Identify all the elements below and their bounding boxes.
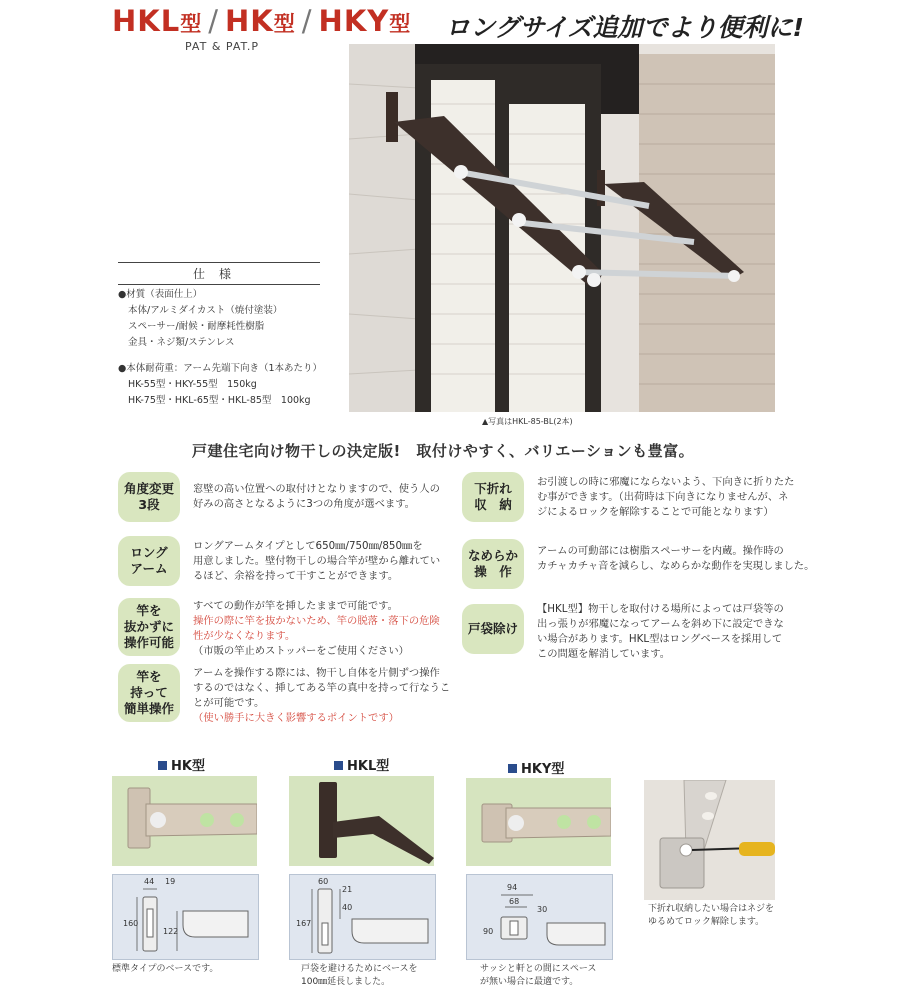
feature-badge: なめらか 操 作 xyxy=(462,539,524,589)
patent-label: PAT & PAT.P xyxy=(185,40,260,53)
feature-badge: 角度変更 3段 xyxy=(118,472,180,522)
spec-title: 仕様 xyxy=(118,262,320,285)
feature-text: アームを操作する際には、物干し自体を片側ずつ操作 するのではなく、挿してある竿の真中を持って行なうこ とが可能です。 xyxy=(193,667,451,709)
spec-line: ●本体耐荷重：アーム先端下向き（1本あたり） xyxy=(118,363,323,374)
dimension-label: 160 xyxy=(123,919,139,928)
feature-badge: 戸袋除け xyxy=(462,604,524,654)
feature-text-note: （市販の竿止めストッパーをご使用ください） xyxy=(193,645,409,657)
model-note-hk: 標準タイプのベースです。 xyxy=(112,964,219,974)
feature-badge: 竿を 抜かずに 操作可能 xyxy=(118,598,180,656)
diagram-hkl xyxy=(289,874,436,960)
model-note-hky: サッシと軒との間にスペース が無い場合に最適です。 xyxy=(480,964,597,987)
model-photo-hky xyxy=(466,778,611,866)
square-bullet-icon xyxy=(508,764,517,773)
feature-text: アームの可動部には樹脂スペーサーを内蔵。操作時の カチャカチャ音を減らし、なめらかな動作を実現しました。 xyxy=(537,545,815,572)
feature-badge: 竿を 持って 簡単操作 xyxy=(118,664,180,722)
dimension-label: 94 xyxy=(507,883,518,892)
model-photo-hkl xyxy=(289,776,434,866)
feature-text-highlight: （使い勝手に大きく影響するポイントです） xyxy=(193,712,399,724)
page-title: HKL型 / HK型 / HKY型 xyxy=(112,4,412,38)
dimension-label: 21 xyxy=(342,885,353,894)
dimension-label: 60 xyxy=(318,877,329,886)
spec-line: スペーサー/耐候・耐摩耗性樹脂 xyxy=(128,321,265,332)
model-title-hky: HKY型 xyxy=(508,758,564,777)
model-note-hkl: 戸袋を避けるためにベースを 100㎜延長しました。 xyxy=(301,964,418,987)
dimension-label: 40 xyxy=(342,903,353,912)
model-photo-hk xyxy=(112,776,257,866)
square-bullet-icon xyxy=(158,761,167,770)
model-title-hkl: HKL型 xyxy=(334,755,389,774)
model-title-hk: HK型 xyxy=(158,755,205,774)
feature-badge: 下折れ 収 納 xyxy=(462,472,524,522)
photo-caption: ▲写真はHKL-85-BL(2本) xyxy=(482,417,573,426)
diagram-hk xyxy=(112,874,259,960)
dimension-label: 90 xyxy=(483,927,494,936)
spec-line: HK-55型・HKY-55型 150kg xyxy=(128,379,257,390)
feature-text: 【HKL型】物干しを取付ける場所によっては戸袋等の 出っ張りが邪魔になってアームを斜め下に設定できな い場合があります。HKL型はロングベースを採用して この問題を解消しています。 xyxy=(537,603,784,660)
square-bullet-icon xyxy=(334,761,343,770)
spec-line: ●材質（表面仕上） xyxy=(118,289,203,300)
dimension-label: 122 xyxy=(163,927,179,936)
spec-line: HK-75型・HKL-65型・HKL-85型 100kg xyxy=(128,395,311,406)
side-note: 下折れ収納したい場合はネジを ゆるめてロック解除します。 xyxy=(648,904,775,927)
dimension-label: 44 xyxy=(144,877,155,886)
diagram-hky xyxy=(466,874,613,960)
dimension-label: 68 xyxy=(509,897,520,906)
dimension-label: 30 xyxy=(537,905,548,914)
dimension-label: 19 xyxy=(165,877,176,886)
feature-text: ロングアームタイプとして650㎜/750㎜/850㎜を 用意しました。壁付物干しの場合竿が壁から離れてい るほど、余裕を持って干すことができます。 xyxy=(193,540,441,582)
product-photo xyxy=(349,44,775,412)
feature-text-highlight: 操作の際に竿を抜かないため、竿の脱落・落下の危険 性が少なくなります。 xyxy=(193,615,440,642)
spec-line: 金具・ネジ類/ステンレス xyxy=(128,337,235,348)
tagline: 戸建住宅向け物干しの決定版! 取付けやすく、バリエーションも豊富。 xyxy=(192,442,695,460)
headline: ロングサイズ追加でより便利に! xyxy=(445,13,804,42)
dimension-label: 167 xyxy=(296,919,312,928)
feature-text: すべての動作が竿を挿したままで可能です。 xyxy=(193,600,398,612)
lock-release-photo xyxy=(644,780,775,900)
feature-text: 窓壁の高い位置への取付けとなりますので、使う人の 好みの高さとなるように3つの角度が選べます。 xyxy=(193,483,440,510)
feature-text: お引渡しの時に邪魔にならないよう、下向きに折りたた む事ができます。（出荷時は下向きになりませんが、ネ ジによるロックを解除することで可能となります） xyxy=(537,476,795,518)
spec-line: 本体/アルミダイカスト（焼付塗装） xyxy=(128,305,283,316)
feature-badge: ロング アーム xyxy=(118,536,180,586)
